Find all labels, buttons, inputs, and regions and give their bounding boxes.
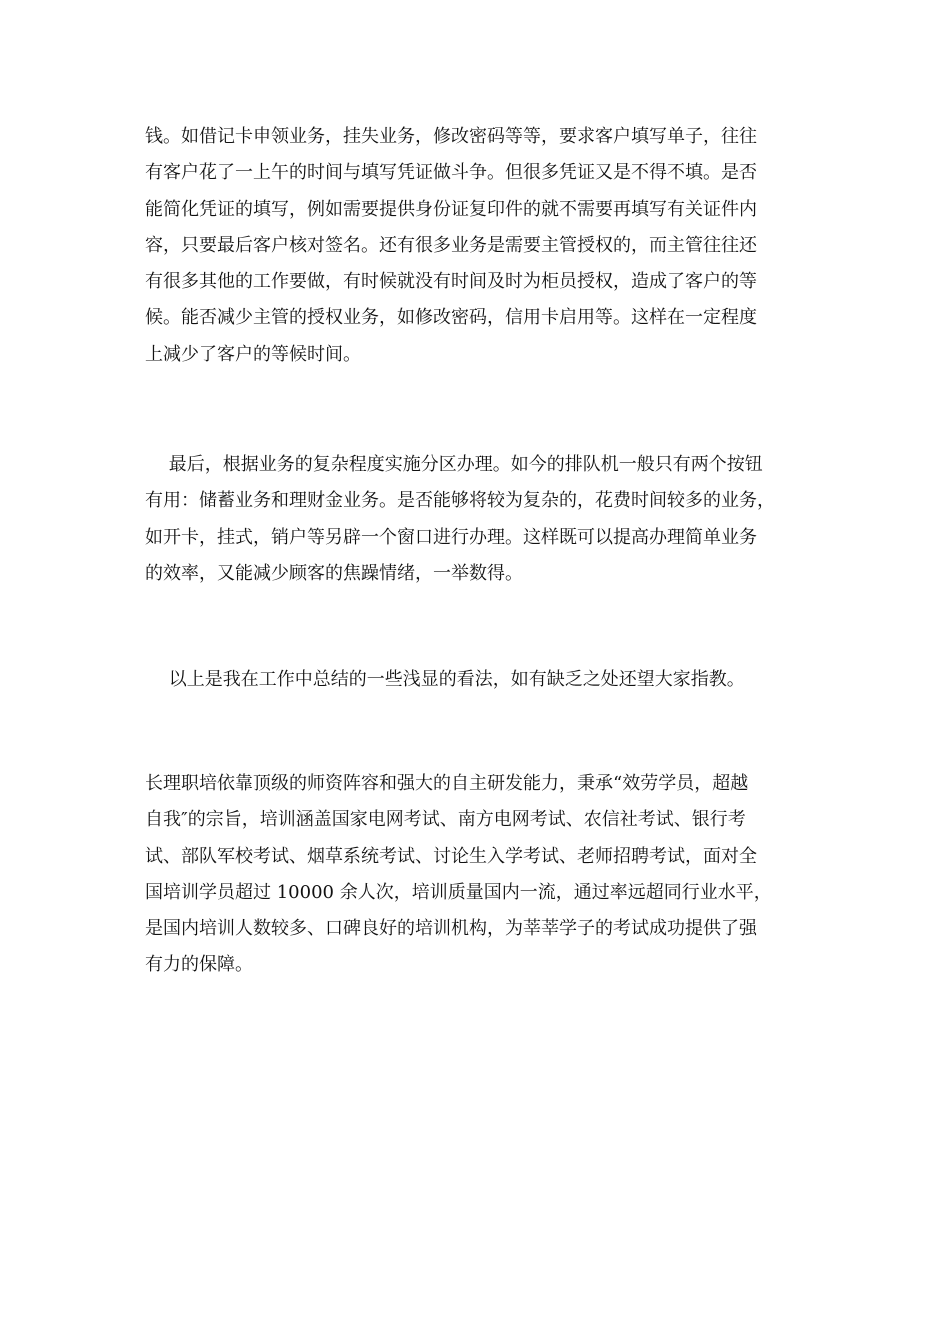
- text-line: 是国内培训人数较多、口碑良好的培训机构，为莘莘学子的考试成功提供了强: [145, 918, 757, 940]
- text-line: 以上是我在工作中总结的一些浅显的看法，如有缺乏之处还望大家指教。: [145, 669, 745, 690]
- text-line: 上减少了客户的等候时间。: [145, 343, 361, 365]
- text-line: 容，只要最后客户核对签名。还有很多业务是需要主管授权的，而主管往往还: [145, 234, 757, 256]
- text-line: 候。能否减少主管的授权业务，如修改密码，信用卡启用等。这样在一定程度: [145, 307, 757, 329]
- text-line: 能简化凭证的填写，例如需要提供身份证复印件的就不需要再填写有关证件内: [145, 198, 757, 220]
- text-line: 长理职培依靠顶级的师资阵容和强大的自主研发能力，秉承“效劳学员，超越: [145, 773, 749, 794]
- paragraph-training-promo: [145, 766, 813, 984]
- text-line: 有力的保障。: [145, 954, 253, 976]
- text-line: 如开卡，挂式，销户等另辟一个窗口进行办理。这样既可以提高办理简单业务: [145, 526, 757, 548]
- text-line: 最后，根据业务的复杂程度实施分区办理。如今的排队机一般只有两个按钮: [145, 454, 763, 475]
- text-line: 试、部队军校考试、烟草系统考试、讨论生入学考试、老师招聘考试，面对全: [145, 845, 757, 867]
- paragraph-closing-remark: [145, 662, 813, 698]
- text-line: 钱。如借记卡申领业务，挂失业务，修改密码等等，要求客户填写单子，往往: [145, 126, 757, 147]
- paragraph-zoned-service: [145, 447, 813, 592]
- text-line: 有客户花了一上午的时间与填写凭证做斗争。但很多凭证又是不得不填。是否: [145, 162, 757, 184]
- text-line: 有很多其他的工作要做，有时候就没有时间及时为柜员授权，造成了客户的等: [145, 271, 757, 293]
- text-line: 自我″的宗旨，培训涵盖国家电网考试、南方电网考试、农信社考试、银行考: [145, 809, 746, 831]
- text-line: 的效率，又能减少顾客的焦躁情绪，一举数得。: [145, 562, 523, 584]
- paragraph-queue-vouchers: [145, 119, 813, 373]
- text-line: 国培训学员超过 10000 余人次，培训质量国内一流，通过率远超同行业水平，: [145, 881, 772, 903]
- text-line: 有用：储蓄业务和理财金业务。是否能够将较为复杂的，花费时间较多的业务，: [145, 490, 775, 512]
